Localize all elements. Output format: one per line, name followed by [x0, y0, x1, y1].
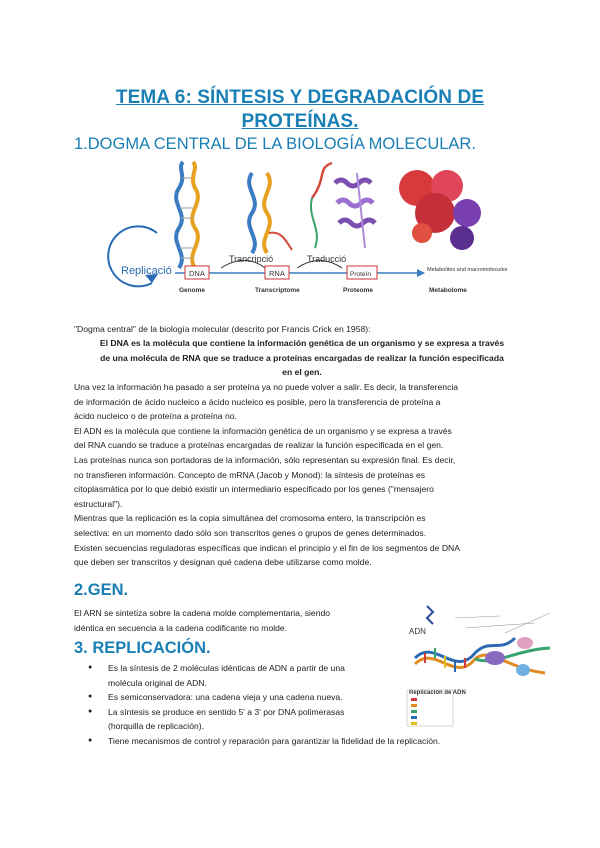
paragraph-line: citoplasmática por lo que debió existir un intermediario especificado por los genes ("mensajero: [74, 484, 434, 495]
chromosome-icon: [427, 606, 433, 624]
translation-label: Traducció: [307, 254, 347, 264]
proteome-label: Proteome: [343, 287, 373, 294]
bullet-line: ● Es la síntesis de 2 moléculas idénticas de ADN a partir de una: [108, 663, 345, 673]
section-heading-replicacion: 3. REPLICACIÓN.: [74, 639, 211, 657]
replication-bullet-list: [74, 661, 534, 749]
dogma-bold-paragraph: [74, 336, 530, 380]
dogma-quote-label: "Dogma central" de la biología molecular (descrito por Francis Crick en 1958):: [74, 324, 371, 334]
paragraph-line: selectiva: en un momento dado sólo son transcritos genes o grupos de genes determinados.: [74, 527, 427, 538]
section-heading-dogma: 1.DOGMA CENTRAL DE LA BIOLOGÍA MOLECULAR.: [74, 135, 476, 153]
bullet-line: ● Tiene mecanismos de control y reparación para garantizar la fidelidad de la replicación.: [108, 735, 441, 746]
replication-legend-title: Replicación de ADN: [409, 690, 466, 696]
page-title-line-1: TEMA 6: SÍNTESIS Y DEGRADACIÓN DE: [115, 87, 485, 108]
adn-label: ADN: [409, 627, 426, 636]
metabolome-image: [399, 170, 481, 250]
metabolome-label: Metabolome: [429, 287, 467, 294]
protein-image: [335, 173, 375, 248]
bold-line: de una molécula de RNA que se traduce a proteínas encargadas de realizar la función especificada: [100, 352, 504, 363]
central-dogma-figure: [117, 158, 508, 304]
bold-line: en el gen.: [282, 367, 322, 378]
transcription-label: Trancripció: [229, 254, 274, 264]
transcriptome-label: Transcriptome: [255, 287, 300, 294]
paragraph-line: idéntica en secuencia a la cadena codificante no molde.: [74, 622, 288, 633]
paragraph-line: Mientras que la replicación es la copia simultánea del cromosoma entero, la transcripción es: [74, 513, 426, 524]
paragraph-line: Existen secuencias reguladoras específicas que indican el principio y el fin de los segmentos de DNA: [74, 542, 460, 553]
rna-strand-image: [311, 163, 332, 248]
replication-arrow: [108, 226, 158, 286]
genome-label: Genome: [179, 287, 206, 294]
paragraph-line: de información de ácido nucleico a ácido nucleico es posible, pero la transferencia de proteína a: [74, 396, 441, 407]
section-heading-gen: 2.GEN.: [74, 581, 129, 599]
paragraph-line: no transfieren información. Concepto de mRNA (Jacob y Monod): la síntesis de proteínas es: [74, 469, 426, 480]
list-item: [74, 690, 534, 705]
list-item: [74, 734, 534, 749]
bullet-line: ● Es semiconservadora: una cadena vieja y una cadena nueva.: [108, 692, 343, 703]
paragraph-line: que deben ser transcritos y designan qué cadena debe utilizarse como molde.: [74, 557, 372, 568]
paragraph-line: El ARN se sintetiza sobre la cadena molde complementaria, siendo: [74, 608, 331, 618]
list-item: [74, 705, 534, 734]
list-item: [74, 661, 534, 690]
paragraph-line: Las proteínas nunca son portadoras de la información, sólo representan su expresión final. Es decir,: [74, 454, 456, 465]
gen-paragraph: [74, 606, 364, 635]
paragraph-line: ácido nucleico o de proteína a proteína no.: [74, 411, 237, 422]
paragraph-line: del RNA cuando se traduce a proteínas encargadas de realizar la función especificada en el gen.: [74, 440, 444, 451]
page-title-line-2: PROTEÍNAS.: [241, 111, 359, 132]
transcription-helix-image: [249, 173, 292, 253]
dna-helix-image: [176, 162, 198, 268]
paragraph-line: El ADN es la molécula que contiene la información genética de un organismo y se expresa a través: [74, 425, 452, 436]
dogma-paragraphs: [74, 380, 534, 570]
dna-box-label: DNA: [189, 269, 205, 278]
rna-box-label: RNA: [269, 269, 285, 278]
paragraph-line: Una vez la información ha pasado a ser proteína ya no puede volver a salir. Es decir, la transferencia: [74, 382, 459, 392]
bullet-line: (horquilla de replicación).: [108, 721, 205, 732]
bold-line: El DNA es la molécula que contiene la información genética de un organismo y se expresa a través: [99, 338, 505, 348]
replication-label: Replicació: [121, 265, 172, 277]
metabolites-label: Metabolites and macromolecules: [427, 267, 508, 273]
paragraph-line: estructural").: [74, 498, 123, 509]
protein-box-label: Proteïn: [350, 271, 371, 278]
bullet-line: molécula original de ADN.: [108, 677, 207, 688]
bullet-line: ● La síntesis se produce en sentido 5' a 3' por DNA polimerasas: [108, 706, 345, 717]
